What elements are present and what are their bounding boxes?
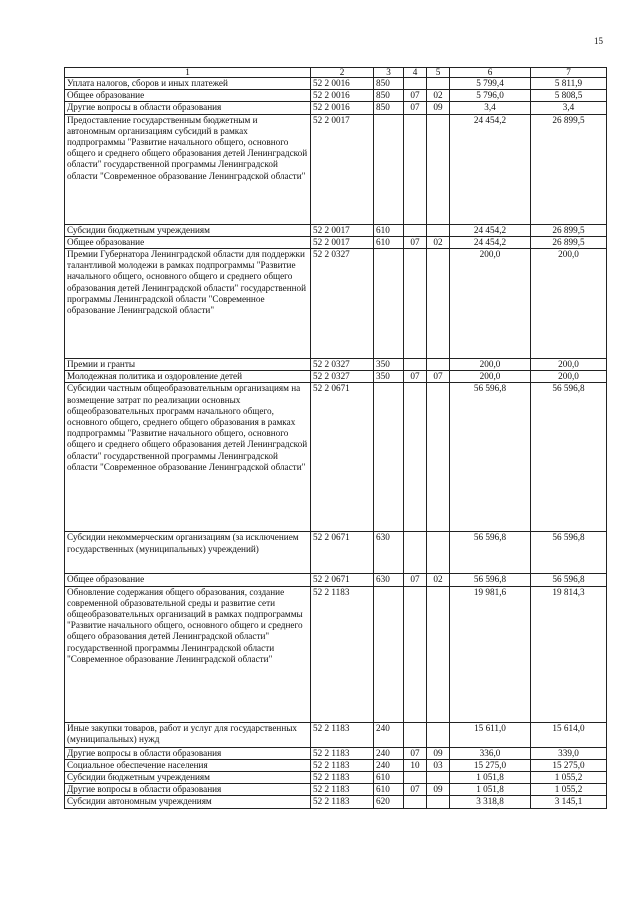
row-rz-cell: 07 (404, 784, 427, 796)
table-header (65, 68, 607, 78)
row-value2-cell: 200,0 (531, 371, 607, 383)
row-pr-cell (427, 114, 450, 224)
row-code-cell: 52 2 0017 (311, 236, 374, 248)
row-rz-cell: 07 (404, 236, 427, 248)
table-row (65, 759, 607, 771)
row-rz-cell (404, 249, 427, 359)
table-row (65, 747, 607, 759)
row-value1-cell: 56 596,8 (450, 383, 531, 532)
row-vr-cell: 240 (374, 722, 404, 747)
row-name-cell: Молодежная политика и оздоровление детей (65, 371, 311, 383)
row-vr-cell: 850 (374, 90, 404, 102)
row-value2-cell: 200,0 (531, 249, 607, 359)
table-row (65, 784, 607, 796)
row-value2-cell: 1 055,2 (531, 772, 607, 784)
header-cell-5: 5 (427, 68, 450, 78)
row-vr-cell: 850 (374, 102, 404, 114)
header-cell-6: 6 (450, 68, 531, 78)
row-pr-cell: 02 (427, 236, 450, 248)
row-pr-cell (427, 249, 450, 359)
header-cell-2: 2 (311, 68, 374, 78)
table-row (65, 114, 607, 224)
row-code-cell: 52 2 0327 (311, 371, 374, 383)
row-value2-cell: 5 811,9 (531, 78, 607, 90)
header-cell-1: 1 (65, 68, 311, 78)
row-vr-cell: 240 (374, 747, 404, 759)
row-pr-cell: 03 (427, 759, 450, 771)
row-value1-cell: 24 454,2 (450, 236, 531, 248)
row-vr-cell: 610 (374, 772, 404, 784)
row-vr-cell (374, 249, 404, 359)
budget-table (64, 67, 607, 809)
table-body (65, 78, 607, 809)
row-value2-cell: 56 596,8 (531, 532, 607, 574)
row-value1-cell: 19 981,6 (450, 586, 531, 722)
row-value2-cell: 56 596,8 (531, 383, 607, 532)
row-name-cell: Обновление содержания общего образования, создание современной образовательной среды и развитие сети общеобразовательных организаций в рамках подпрограммы "Развитие начального общего, основного общего и среднего общего образования детей Ленинградской области" государственной программы Ленинградской области "Современное образование Ленинградской области" (65, 586, 311, 722)
row-value2-cell: 3 145,1 (531, 796, 607, 808)
row-vr-cell: 850 (374, 78, 404, 90)
row-value2-cell: 15 275,0 (531, 759, 607, 771)
row-rz-cell (404, 586, 427, 722)
row-value1-cell: 336,0 (450, 747, 531, 759)
row-code-cell: 52 2 1183 (311, 784, 374, 796)
row-pr-cell: 09 (427, 102, 450, 114)
table-row (65, 78, 607, 90)
row-rz-cell: 07 (404, 90, 427, 102)
row-rz-cell (404, 772, 427, 784)
row-value1-cell: 56 596,8 (450, 532, 531, 574)
row-pr-cell (427, 359, 450, 371)
row-code-cell: 52 2 1183 (311, 747, 374, 759)
row-code-cell: 52 2 0671 (311, 383, 374, 532)
row-pr-cell (427, 383, 450, 532)
row-value2-cell: 1 055,2 (531, 784, 607, 796)
row-code-cell: 52 2 0327 (311, 249, 374, 359)
table-row (65, 574, 607, 586)
table-row (65, 224, 607, 236)
row-rz-cell: 07 (404, 102, 427, 114)
row-code-cell: 52 2 0671 (311, 532, 374, 574)
row-pr-cell (427, 772, 450, 784)
row-pr-cell (427, 796, 450, 808)
row-name-cell: Субсидии бюджетным учреждениям (65, 224, 311, 236)
row-vr-cell (374, 114, 404, 224)
row-pr-cell (427, 722, 450, 747)
row-value1-cell: 5 796,0 (450, 90, 531, 102)
row-name-cell: Субсидии бюджетным учреждениям (65, 772, 311, 784)
row-value2-cell: 26 899,5 (531, 224, 607, 236)
row-name-cell: Общее образование (65, 574, 311, 586)
row-value2-cell: 339,0 (531, 747, 607, 759)
row-code-cell: 52 2 1183 (311, 759, 374, 771)
table-row (65, 772, 607, 784)
row-rz-cell (404, 722, 427, 747)
row-code-cell: 52 2 1183 (311, 772, 374, 784)
row-vr-cell: 350 (374, 359, 404, 371)
row-value1-cell: 3,4 (450, 102, 531, 114)
table-row (65, 383, 607, 532)
row-name-cell: Общее образование (65, 90, 311, 102)
row-value2-cell: 26 899,5 (531, 236, 607, 248)
table-row (65, 102, 607, 114)
row-value2-cell: 19 814,3 (531, 586, 607, 722)
row-value2-cell: 56 596,8 (531, 574, 607, 586)
row-rz-cell: 10 (404, 759, 427, 771)
row-pr-cell: 02 (427, 574, 450, 586)
table-row (65, 249, 607, 359)
row-value1-cell: 24 454,2 (450, 224, 531, 236)
row-code-cell: 52 2 0016 (311, 102, 374, 114)
row-code-cell: 52 2 0671 (311, 574, 374, 586)
table-row (65, 532, 607, 574)
row-name-cell: Предоставление государственным бюджетным и автономным организациям субсидий в рамках подпрограммы "Развитие начального общего, основного общего и среднего общего образования детей Ленинградской области" государственной программы Ленинградской области "Современное образование Ленинградской области" (65, 114, 311, 224)
row-vr-cell: 610 (374, 236, 404, 248)
row-value2-cell: 3,4 (531, 102, 607, 114)
row-pr-cell (427, 224, 450, 236)
table-row (65, 359, 607, 371)
row-vr-cell: 610 (374, 784, 404, 796)
table-row (65, 722, 607, 747)
table-row (65, 371, 607, 383)
row-name-cell: Субсидии некоммерческим организациям (за исключением государственных (муниципальных) учреждений) (65, 532, 311, 574)
row-value1-cell: 1 051,8 (450, 784, 531, 796)
row-vr-cell (374, 586, 404, 722)
row-name-cell: Другие вопросы в области образования (65, 102, 311, 114)
row-name-cell: Уплата налогов, сборов и иных платежей (65, 78, 311, 90)
row-pr-cell: 09 (427, 784, 450, 796)
row-pr-cell (427, 532, 450, 574)
header-cell-7: 7 (531, 68, 607, 78)
row-name-cell: Субсидии частным общеобразовательным организациям на возмещение затрат по реализации основных общеобразовательных программ начального общего, основного общего, среднего общего образования в рамках подпрограммы "Развитие начального общего, основного общего и среднего общего образования детей Ленинградской области" государственной программы Ленинградской области "Современное образование Ленинградской области" (65, 383, 311, 532)
table-row (65, 236, 607, 248)
row-code-cell: 52 2 0327 (311, 359, 374, 371)
row-value1-cell: 200,0 (450, 249, 531, 359)
row-value1-cell: 3 318,8 (450, 796, 531, 808)
row-vr-cell: 610 (374, 224, 404, 236)
row-name-cell: Премии Губернатора Ленинградской области для поддержки талантливой молодежи в рамках подпрограммы "Развитие начального общего, основного общего и среднего общего образования детей Ленинградской области" государственной программы Ленинградской области "Современное образование Ленинградской области" (65, 249, 311, 359)
row-value1-cell: 15 611,0 (450, 722, 531, 747)
row-rz-cell (404, 359, 427, 371)
row-code-cell: 52 2 0016 (311, 78, 374, 90)
row-name-cell: Премии и гранты (65, 359, 311, 371)
row-code-cell: 52 2 1183 (311, 586, 374, 722)
row-value2-cell: 200,0 (531, 359, 607, 371)
row-value1-cell: 56 596,8 (450, 574, 531, 586)
row-value1-cell: 200,0 (450, 371, 531, 383)
row-name-cell: Другие вопросы в области образования (65, 747, 311, 759)
header-cell-3: 3 (374, 68, 404, 78)
row-rz-cell: 07 (404, 747, 427, 759)
row-vr-cell: 630 (374, 532, 404, 574)
row-rz-cell (404, 78, 427, 90)
row-value2-cell: 26 899,5 (531, 114, 607, 224)
row-value1-cell: 200,0 (450, 359, 531, 371)
table-row (65, 796, 607, 808)
row-rz-cell (404, 796, 427, 808)
row-value1-cell: 1 051,8 (450, 772, 531, 784)
row-name-cell: Субсидии автономным учреждениям (65, 796, 311, 808)
row-pr-cell: 02 (427, 90, 450, 102)
row-pr-cell: 07 (427, 371, 450, 383)
table-row (65, 586, 607, 722)
row-pr-cell (427, 78, 450, 90)
row-code-cell: 52 2 1183 (311, 722, 374, 747)
row-pr-cell (427, 586, 450, 722)
row-rz-cell (404, 532, 427, 574)
row-value1-cell: 5 799,4 (450, 78, 531, 90)
row-code-cell: 52 2 1183 (311, 796, 374, 808)
row-vr-cell (374, 383, 404, 532)
row-vr-cell: 240 (374, 759, 404, 771)
table-row (65, 90, 607, 102)
row-rz-cell (404, 383, 427, 532)
row-value2-cell: 15 614,0 (531, 722, 607, 747)
row-code-cell: 52 2 0016 (311, 90, 374, 102)
row-name-cell: Иные закупки товаров, работ и услуг для государственных (муниципальных) нужд (65, 722, 311, 747)
row-name-cell: Социальное обеспечение населения (65, 759, 311, 771)
row-value1-cell: 15 275,0 (450, 759, 531, 771)
row-pr-cell: 09 (427, 747, 450, 759)
header-row (65, 68, 607, 78)
row-name-cell: Общее образование (65, 236, 311, 248)
row-rz-cell (404, 224, 427, 236)
row-value1-cell: 24 454,2 (450, 114, 531, 224)
header-cell-4: 4 (404, 68, 427, 78)
page-number: 15 (594, 36, 603, 46)
row-vr-cell: 630 (374, 574, 404, 586)
row-code-cell: 52 2 0017 (311, 224, 374, 236)
row-vr-cell: 620 (374, 796, 404, 808)
row-code-cell: 52 2 0017 (311, 114, 374, 224)
row-rz-cell: 07 (404, 574, 427, 586)
row-rz-cell: 07 (404, 371, 427, 383)
row-vr-cell: 350 (374, 371, 404, 383)
row-value2-cell: 5 808,5 (531, 90, 607, 102)
row-name-cell: Другие вопросы в области образования (65, 784, 311, 796)
row-rz-cell (404, 114, 427, 224)
